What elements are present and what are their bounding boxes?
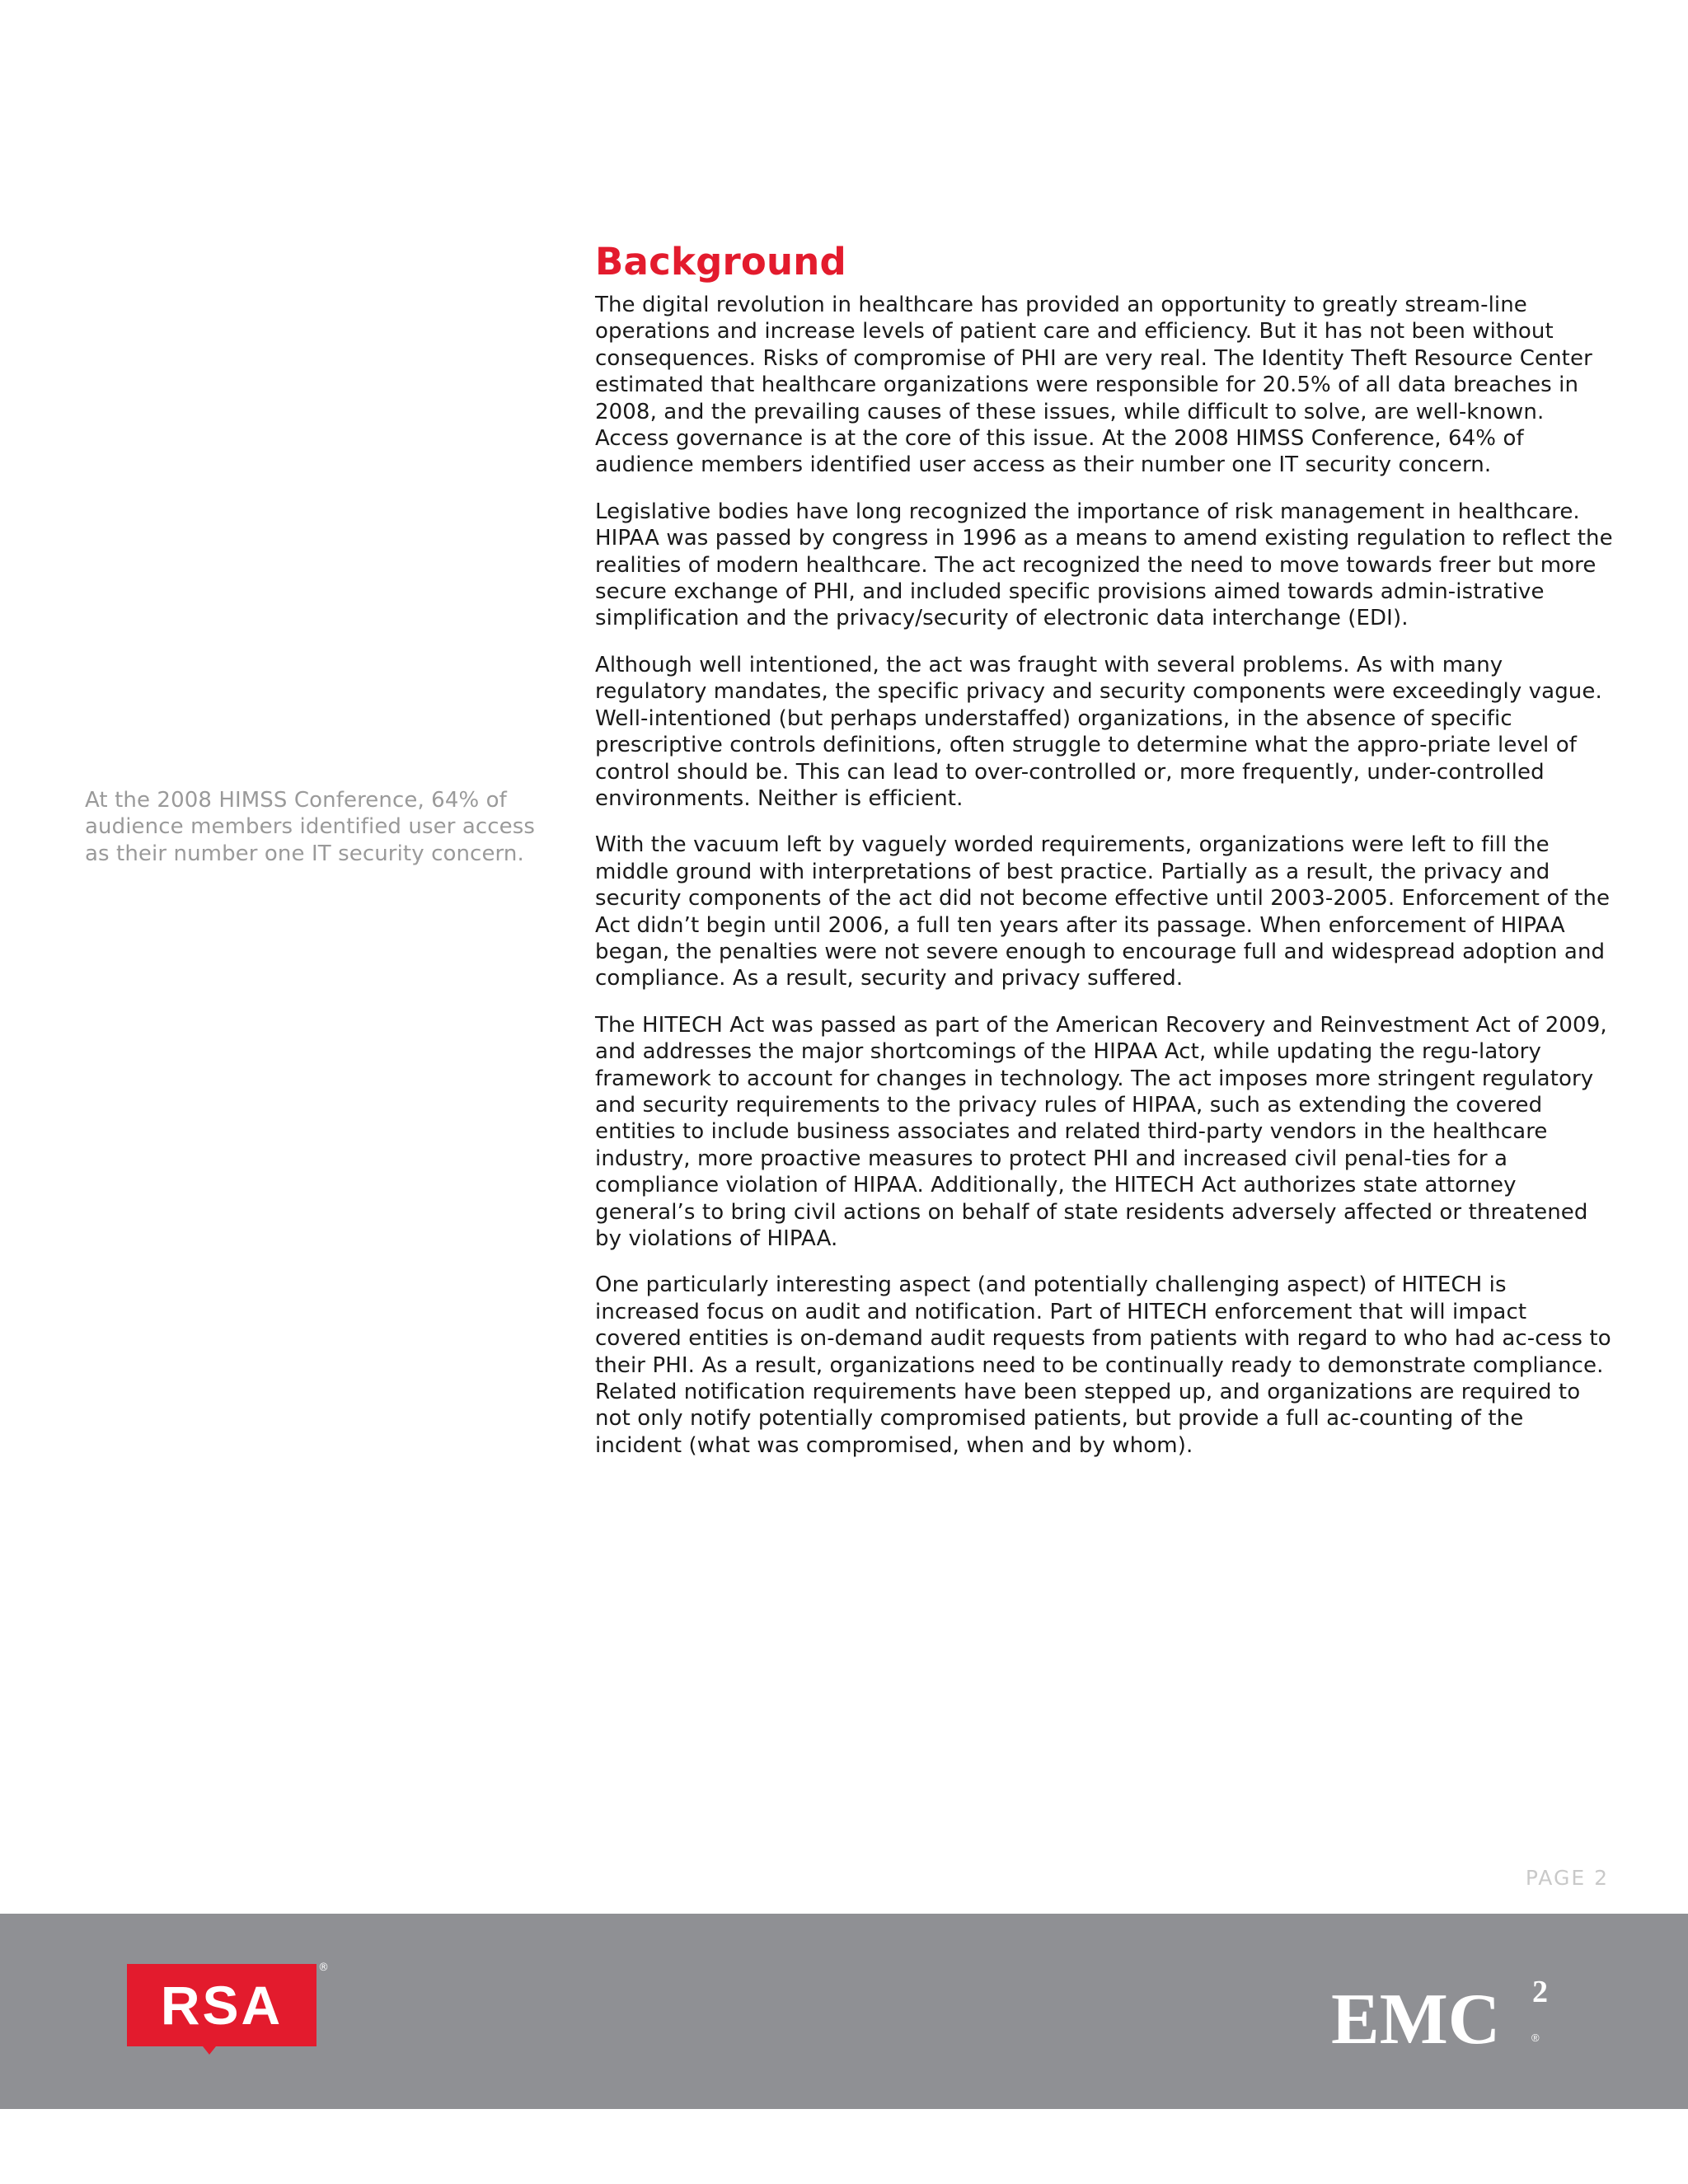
emc-superscript: 2 bbox=[1532, 1975, 1548, 2009]
page-number: PAGE 2 bbox=[1525, 1866, 1609, 1890]
paragraph-3: Although well intentioned, the act was fraught with several problems. As with many regulatory mandates, the specific privacy and security components were exceedingly vague. Well-intentioned (but perhaps understaffed) organizations, in the absence of specific prescriptive controls definitions, often struggle to determine what the appro-priate level of control should be. This can lead to over-controlled or, more frequently, under-controlled environments. Neither is efficient. bbox=[595, 652, 1602, 811]
sidebar-pull-quote: At the 2008 HIMSS Conference, 64% of audience members identified user access as their number one IT security concern. bbox=[85, 788, 536, 866]
main-column bbox=[595, 237, 1614, 1479]
paragraph-2: Legislative bodies have long recognized the importance of risk management in healthcare. HIPAA was passed by congress in 1996 as a means to amend existing regulation to reflect the realities of modern healthcare. The act recognized the need to move towards freer but more secure exchange of PHI, and included specific provisions aimed towards admin-istrative simplification and the privacy/security of electronic data interchange (EDI). bbox=[595, 499, 1613, 631]
paragraph-4: With the vacuum left by vaguely worded requirements, organizations were left to fill the middle ground with interpretations of best practice. Partially as a result, the privacy and security components of the act did not become effective until 2003-2005. Enforcement of the Act didn’t begin until 2006, a full ten years after its passage. When enforcement of HIPAA began, the penalties were not severe enough to encourage full and widespread adoption and compliance. As a result, security and privacy suffered. bbox=[595, 832, 1611, 991]
rsa-registered-mark: ® bbox=[318, 1961, 329, 1974]
emc-logo bbox=[1331, 1967, 1554, 2050]
emc-registered-mark: ® bbox=[1531, 2032, 1540, 2044]
section-heading: Background bbox=[595, 240, 846, 284]
paragraph-1: The digital revolution in healthcare has provided an opportunity to greatly stream-line operations and increase levels of patient care and efficiency. But it has not been without consequences. Risks of compromise of PHI are very real. The Identity Theft Resource Center estimated that healthcare organizations were responsible for 20.5% of all data breaches in 2008, and the prevailing causes of these issues, while difficult to solve, are well-known. Access governance is at the core of this issue. At the 2008 HIMSS Conference, 64% of audience members identified user access as their number one IT security concern. bbox=[595, 293, 1592, 478]
rsa-logo bbox=[127, 1964, 316, 2055]
paragraph-5: The HITECH Act was passed as part of the American Recovery and Reinvestment Act of 2009, and addresses the major shortcomings of the HIPAA Act, while updating the regu-latory framework to account for changes in technology. The act imposes more stringent regulatory and security requirements to the privacy rules of HIPAA, such as extending the covered entities to include business associates and related third-party vendors in the healthcare industry, more proactive measures to protect PHI and increased civil penal-ties for a compliance violation of HIPAA. Additionally, the HITECH Act authorizes state attorney general’s to bring civil actions on behalf of state residents adversely affected or threatened by violations of HIPAA. bbox=[595, 1012, 1607, 1251]
emc-logo-text: EMC bbox=[1331, 1980, 1501, 2050]
rsa-logo-text: RSA bbox=[160, 1975, 284, 2036]
paragraph-6: One particularly interesting aspect (and potentially challenging aspect) of HITECH is increased focus on audit and notification. Part of HITECH enforcement that will impact covered entities is on-demand audit requests from patients with regard to who had ac-cess to their PHI. As a result, organizations need to be continually ready to demonstrate compliance. Related notification requirements have been stepped up, and organizations are required to not only notify potentially compromised patients, but provide a full ac-counting of the incident (what was compromised, when and by whom). bbox=[595, 1272, 1611, 1458]
